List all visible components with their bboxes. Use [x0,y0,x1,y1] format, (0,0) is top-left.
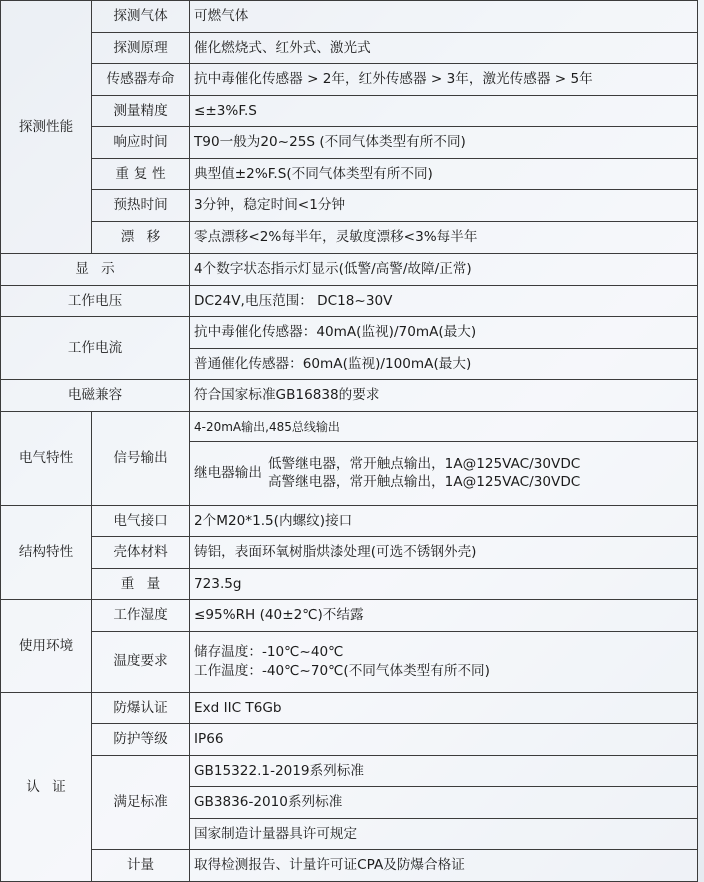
value-humidity: ≤95%RH (40±2℃)不结露 [190,600,698,632]
label-accuracy: 测量精度 [92,95,190,127]
label-explosion-cert: 防爆认证 [92,692,190,724]
category-certification-text: 认证 [26,778,78,795]
value-explosion-cert: Exd IIC T6Gb [190,692,698,724]
table-row [1,254,698,286]
table-row [1,692,698,724]
table-row [1,32,698,64]
value-repeatability: 典型值±2%F.S(不同气体类型有所不同) [190,158,698,190]
table-row [1,755,698,787]
value-protection: IP66 [190,724,698,756]
label-detect-gas: 探测气体 [92,1,190,33]
value-sensor-life: 抗中毒催化传感器 > 2年，红外传感器 > 3年，激光传感器 > 5年 [190,64,698,96]
label-metrology: 计量 [92,850,190,882]
value-metrology: 取得检测报告、计量许可证CPA及防爆合格证 [190,850,698,882]
label-warmup: 预热时间 [92,190,190,222]
label-drift [92,221,190,254]
table-row [1,568,698,600]
table-row [1,285,698,317]
value-detect-gas: 可燃气体 [190,1,698,33]
value-standard-metrology: 国家制造计量器具许可规定 [190,818,698,850]
table-row [1,158,698,190]
category-detection: 探测性能 [1,1,92,254]
value-temperature [190,631,698,692]
table-row [1,411,698,442]
table-row [1,221,698,254]
value-standard-gb3836: GB3836-2010系列标准 [190,787,698,819]
label-display [1,254,190,286]
table-row [1,537,698,569]
value-relay-output [190,442,698,505]
label-protection: 防护等级 [92,724,190,756]
category-certification [1,692,92,881]
value-warmup: 3分钟，稳定时间<1分钟 [190,190,698,222]
value-housing: 铸铝，表面环氧树脂烘漆处理(可选不锈钢外壳) [190,537,698,569]
value-emc: 符合国家标准GB16838的要求 [190,380,698,412]
table-row [1,380,698,412]
label-repeatability [92,158,190,190]
label-display-text: 显示 [75,261,127,278]
label-interface: 电气接口 [92,505,190,537]
table-row [1,505,698,537]
label-drift-text: 漂移 [120,229,173,246]
category-structure: 结构特性 [1,505,92,600]
label-repeatability-text: 重复性 [115,165,171,182]
label-response-time: 响应时间 [92,127,190,159]
label-signal-output: 信号输出 [92,411,190,505]
value-accuracy: ≤±3%F.S [190,95,698,127]
table-row [1,190,698,222]
label-weight-text: 重量 [120,575,173,592]
label-sensor-life: 传感器寿命 [92,64,190,96]
label-detect-principle: 探测原理 [92,32,190,64]
operating-temp-line: 工作温度：-40℃~70℃(不同气体类型有所不同) [194,662,490,679]
table-row [1,631,698,692]
storage-temp-line: 储存温度：-10℃~40℃ [194,644,344,661]
label-voltage: 工作电压 [1,285,190,317]
value-weight: 723.5g [190,568,698,600]
table-row [1,64,698,96]
label-humidity: 工作湿度 [92,600,190,632]
label-temperature: 温度要求 [92,631,190,692]
value-voltage: DC24V,电压范围： DC18~30V [190,285,698,317]
relay-low-line: 低警继电器，常开触点输出，1A@125VAC/30VDC [267,456,581,473]
value-interface: 2个M20*1.5(内螺纹)接口 [190,505,698,537]
label-emc: 电磁兼容 [1,380,190,412]
value-current-normal: 普通催化传感器：60mA(监视)/100mA(最大) [190,348,698,380]
value-detect-principle: 催化燃烧式、红外式、激光式 [190,32,698,64]
table-row [1,317,698,349]
label-current: 工作电流 [1,317,190,380]
category-environment: 使用环境 [1,600,92,693]
category-electrical: 电气特性 [1,411,92,505]
table-row [1,600,698,632]
table-row [1,1,698,33]
table-row [1,127,698,159]
label-standards: 满足标准 [92,755,190,850]
label-weight [92,568,190,600]
value-current-antipoison: 抗中毒催化传感器：40mA(监视)/70mA(最大) [190,317,698,349]
table-row [1,95,698,127]
value-standard-gb15322: GB15322.1-2019系列标准 [190,755,698,787]
relay-label: 继电器输出 [194,465,262,482]
value-display: 4个数字状态指示灯显示(低警/高警/故障/正常) [190,254,698,286]
value-drift: 零点漂移<2%每半年，灵敏度漂移<3%每半年 [190,221,698,254]
relay-lines [268,455,580,492]
label-housing: 壳体材料 [92,537,190,569]
table-row [1,850,698,882]
table-row [1,724,698,756]
value-response-time: T90一般为20~25S (不同气体类型有所不同) [190,127,698,159]
value-analog-output: 4-20mA输出,485总线输出 [190,411,698,442]
relay-block [194,455,693,492]
relay-high-line: 高警继电器，常开触点输出，1A@125VAC/30VDC [267,474,581,491]
